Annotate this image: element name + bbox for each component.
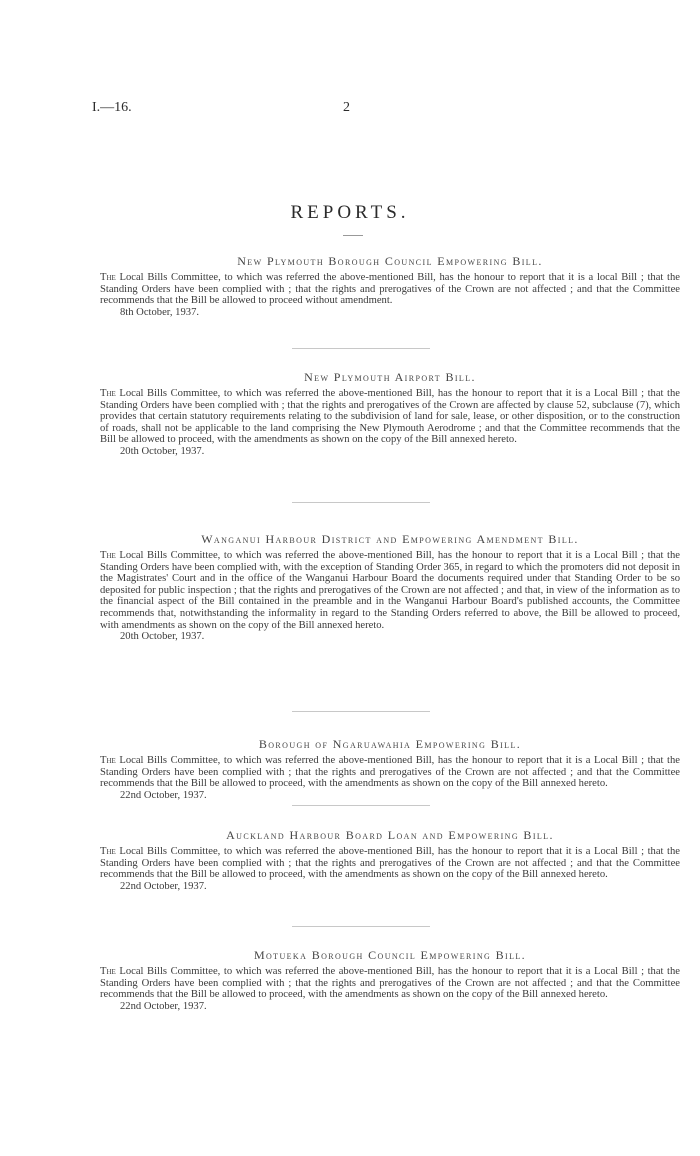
report-date: 22nd October, 1937. <box>120 1000 207 1012</box>
report-heading: Wanganui Harbour District and Empowering Amendment Bill. <box>201 532 579 546</box>
report-text: Local Bills Committee, to which was referred the above-mentioned Bill, has the honour to report that it is a Local Bill ; that the Standing Orders have been complied with ; that the rights and prerogatives of the Crown are not affected ; and that the Committee recommends that the Bill be allowed to proceed, with the amendments as shown on the copy of the Bill annexed hereto. <box>100 966 680 1001</box>
report-wanganui-harbour <box>100 532 680 643</box>
report-date: 22nd October, 1937. <box>120 880 207 892</box>
report-text: Local Bills Committee, to which was referred the above-mentioned Bill, has the honour to report that it is a Local Bill ; that the Standing Orders have been complied with ; that the rights and prerogatives of the Crown are affected by clause 52, subclause (7), which provides that certain statutory requirements relating to the subdivision of land for sale, lease, or other disposition, or to the construction of roads, shall not be applicable to the land comprising the New Plymouth Aerodrome ; and that the Committee recommends that the Bill be allowed to proceed, with the amendments as shown on the copy of the Bill annexed hereto. <box>100 388 680 446</box>
title-divider <box>343 235 363 236</box>
report-body <box>100 550 680 631</box>
report-heading: Borough of Ngaruawahia Empowering Bill. <box>258 737 522 751</box>
report-body <box>100 388 680 446</box>
section-divider <box>292 805 430 806</box>
report-text: Local Bills Committee, to which was referred the above-mentioned Bill, has the honour to report that it is a Local Bill ; that the Standing Orders have been complied with ; that the rights and prerogatives of the Crown are not affected ; and that the Committee recommends that the Bill be allowed to proceed, with the amendments as shown on the copy of the Bill annexed hereto. <box>100 846 680 881</box>
report-body <box>100 272 680 307</box>
report-lead: The <box>100 755 116 766</box>
report-body <box>100 846 680 881</box>
report-lead: The <box>100 272 116 283</box>
report-text: Local Bills Committee, to which was referred the above-mentioned Bill, has the honour to report that it is a Local Bill ; that the Standing Orders have been complied with ; that the rights and prerogatives of the Crown are not affected ; and that the Committee recommends that the Bill be allowed to proceed, with the amendments as shown on the copy of the Bill annexed hereto. <box>100 755 680 790</box>
report-new-plymouth-airport <box>100 370 680 458</box>
report-lead: The <box>100 388 116 399</box>
report-body <box>100 966 680 1001</box>
report-heading: Auckland Harbour Board Loan and Empowering Bill. <box>226 828 554 842</box>
report-heading: New Plymouth Airport Bill. <box>304 370 476 384</box>
report-date: 22nd October, 1937. <box>120 789 207 801</box>
report-auckland-harbour-board <box>100 828 680 892</box>
section-divider <box>292 711 430 712</box>
page-title: REPORTS. <box>290 202 410 223</box>
report-text: Local Bills Committee, to which was referred the above-mentioned Bill, has the honour to report that it is a local Bill ; that the Standing Orders have been complied with ; that the rights and prerogatives of the Crown are not affected ; and that the Committee recommends that the Bill be allowed to proceed without amendment. <box>100 272 680 307</box>
document-reference: I.—16. <box>92 100 132 115</box>
report-body <box>100 755 680 790</box>
report-date: 8th October, 1937. <box>120 306 200 318</box>
report-lead: The <box>100 550 116 561</box>
report-motueka-borough-council <box>100 948 680 1012</box>
report-date: 20th October, 1937. <box>120 631 205 643</box>
report-lead: The <box>100 846 116 857</box>
report-new-plymouth-borough-council <box>100 254 680 318</box>
section-divider <box>292 926 430 927</box>
report-heading: New Plymouth Borough Council Empowering Bill. <box>237 254 543 268</box>
report-date: 20th October, 1937. <box>120 445 205 457</box>
page-number: 2 <box>343 100 350 115</box>
section-divider <box>292 502 430 503</box>
report-text: Local Bills Committee, to which was referred the above-mentioned Bill, has the honour to report that it is a Local Bill ; that the Standing Orders have been complied with, with the exception of Standing Order 365, in regard to which the promoters did not deposit in the Magistrates' Court and in the office of the Wanganui Harbour Board the documents required under that Standing Order to be so deposited for public inspection ; that the rights and prerogatives of the Crown are not affected ; and that, in view of the information as to the financial aspect of the Bill contained in the preamble and in the Wanganui Harbour Board's published accounts, the Committee recommends that, notwithstanding the informality in regard to the Standing Orders referred to above, the Bill be allowed to proceed, with amendments as shown on the copy of the Bill annexed hereto. <box>100 550 680 631</box>
report-ngaruawahia <box>100 737 680 801</box>
report-lead: The <box>100 966 116 977</box>
section-divider <box>292 348 430 349</box>
report-heading: Motueka Borough Council Empowering Bill. <box>253 948 527 962</box>
